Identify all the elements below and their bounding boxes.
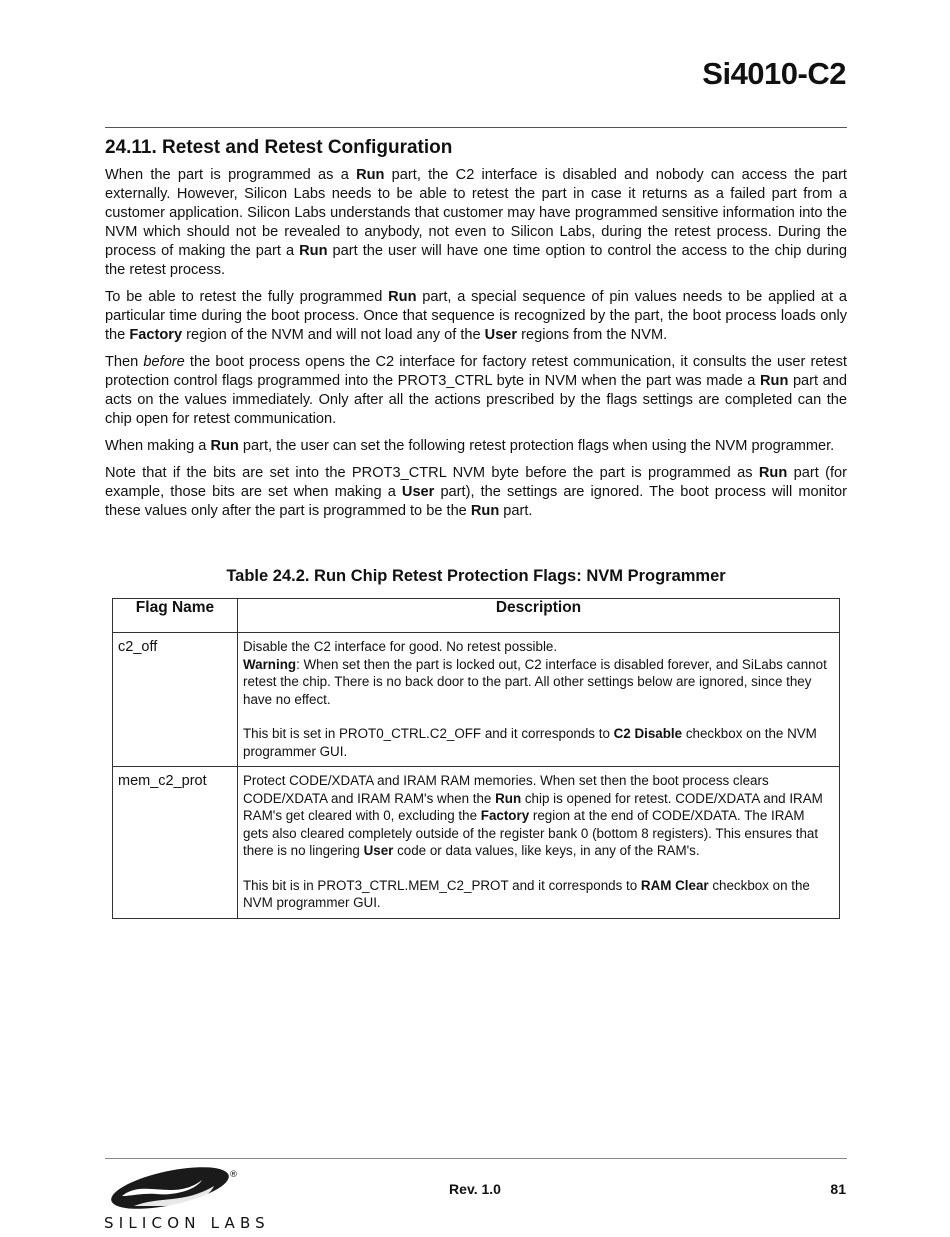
section-heading: 24.11. Retest and Retest Configuration [105, 137, 453, 158]
document-title: Si4010-C2 [702, 56, 846, 91]
body-paragraph: Note that if the bits are set into the PROT3_CTRL NVM byte before the part is programmed as Run part (for example, those bits are set when making a User part), the settings are ignored. The boot process will monitor these values only after the part is programmed to be the Run part. [105, 465, 847, 519]
column-header-flag-name: Flag Name [113, 599, 238, 633]
table-row [113, 633, 840, 767]
body-paragraph: When the part is programmed as a Run part, the C2 interface is disabled and nobody can access the part externally. However, Silicon Labs needs to be able to retest the part in case it returns as a failed part from a customer application. Silicon Labs understands that customer may have programmed sensitive information into the NVM which should not be revealed to anybody, not even to Silicon Labs, during the retest process. During the process of making the part a Run part the user will have one time option to control the access to the chip during the retest process. [105, 167, 847, 278]
flag-description-cell [238, 633, 840, 767]
body-paragraph: When making a Run part, the user can set the following retest protection flags when using the NVM programmer. [105, 438, 835, 454]
description-paragraph: Protect CODE/XDATA and IRAM RAM memories. When set then the boot process clears CODE/XDATA and IRAM RAM's when the Run chip is opened for retest. CODE/XDATA and IRAM RAM's get cleared with 0, excluding the Factory region at the end of CODE/XDATA. The IRAM gets also cleared completely outside of the register bank 0 (bottom 8 registers). This ensures that there is no lingering User code or data values, like keys, in any of the RAM's. [243, 773, 823, 858]
table-header-row [113, 599, 840, 633]
logo-wordmark: SILICON LABS [104, 1214, 270, 1232]
table-caption: Table 24.2. Run Chip Retest Protection Flags: NVM Programmer [226, 567, 726, 585]
body-paragraph: To be able to retest the fully programmed Run part, a special sequence of pin values needs to be applied at a particular time during the boot process. Once that sequence is recognized by the part, the boot process loads only the Factory region of the NVM and will not load any of the User regions from the NVM. [105, 289, 847, 343]
column-header-description: Description [238, 599, 840, 633]
page-number: 81 [830, 1181, 846, 1197]
flag-name-cell: mem_c2_prot [113, 767, 238, 919]
retest-flags-table [112, 598, 840, 919]
section-body [105, 166, 847, 529]
description-paragraph: Disable the C2 interface for good. No retest possible. Warning: When set then the part is locked out, C2 interface is disabled forever, and SiLabs cannot retest the chip. There is no back door to the part. All other settings below are ignored, since they have no effect. [243, 639, 827, 707]
header-rule [105, 127, 847, 128]
flag-name-cell: c2_off [113, 633, 238, 767]
description-paragraph: This bit is in PROT3_CTRL.MEM_C2_PROT and it corresponds to RAM Clear checkbox on the NVM programmer GUI. [243, 877, 810, 910]
footer-rule [105, 1158, 847, 1159]
table-row [113, 767, 840, 919]
body-paragraph: Then before the boot process opens the C2 interface for factory retest communication, it consults the user retest protection control flags programmed into the PROT3_CTRL byte in NVM when the part was made a Run part and acts on the values immediately. Only after all the actions prescribed by the flags settings are completed can the chip open for retest communication. [105, 354, 848, 427]
description-paragraph: This bit is set in PROT0_CTRL.C2_OFF and it corresponds to C2 Disable checkbox on the NVM programmer GUI. [243, 726, 817, 759]
revision-label: Rev. 1.0 [449, 1181, 501, 1197]
registered-mark: ® [229, 1170, 238, 1180]
flag-description-cell [238, 767, 840, 919]
